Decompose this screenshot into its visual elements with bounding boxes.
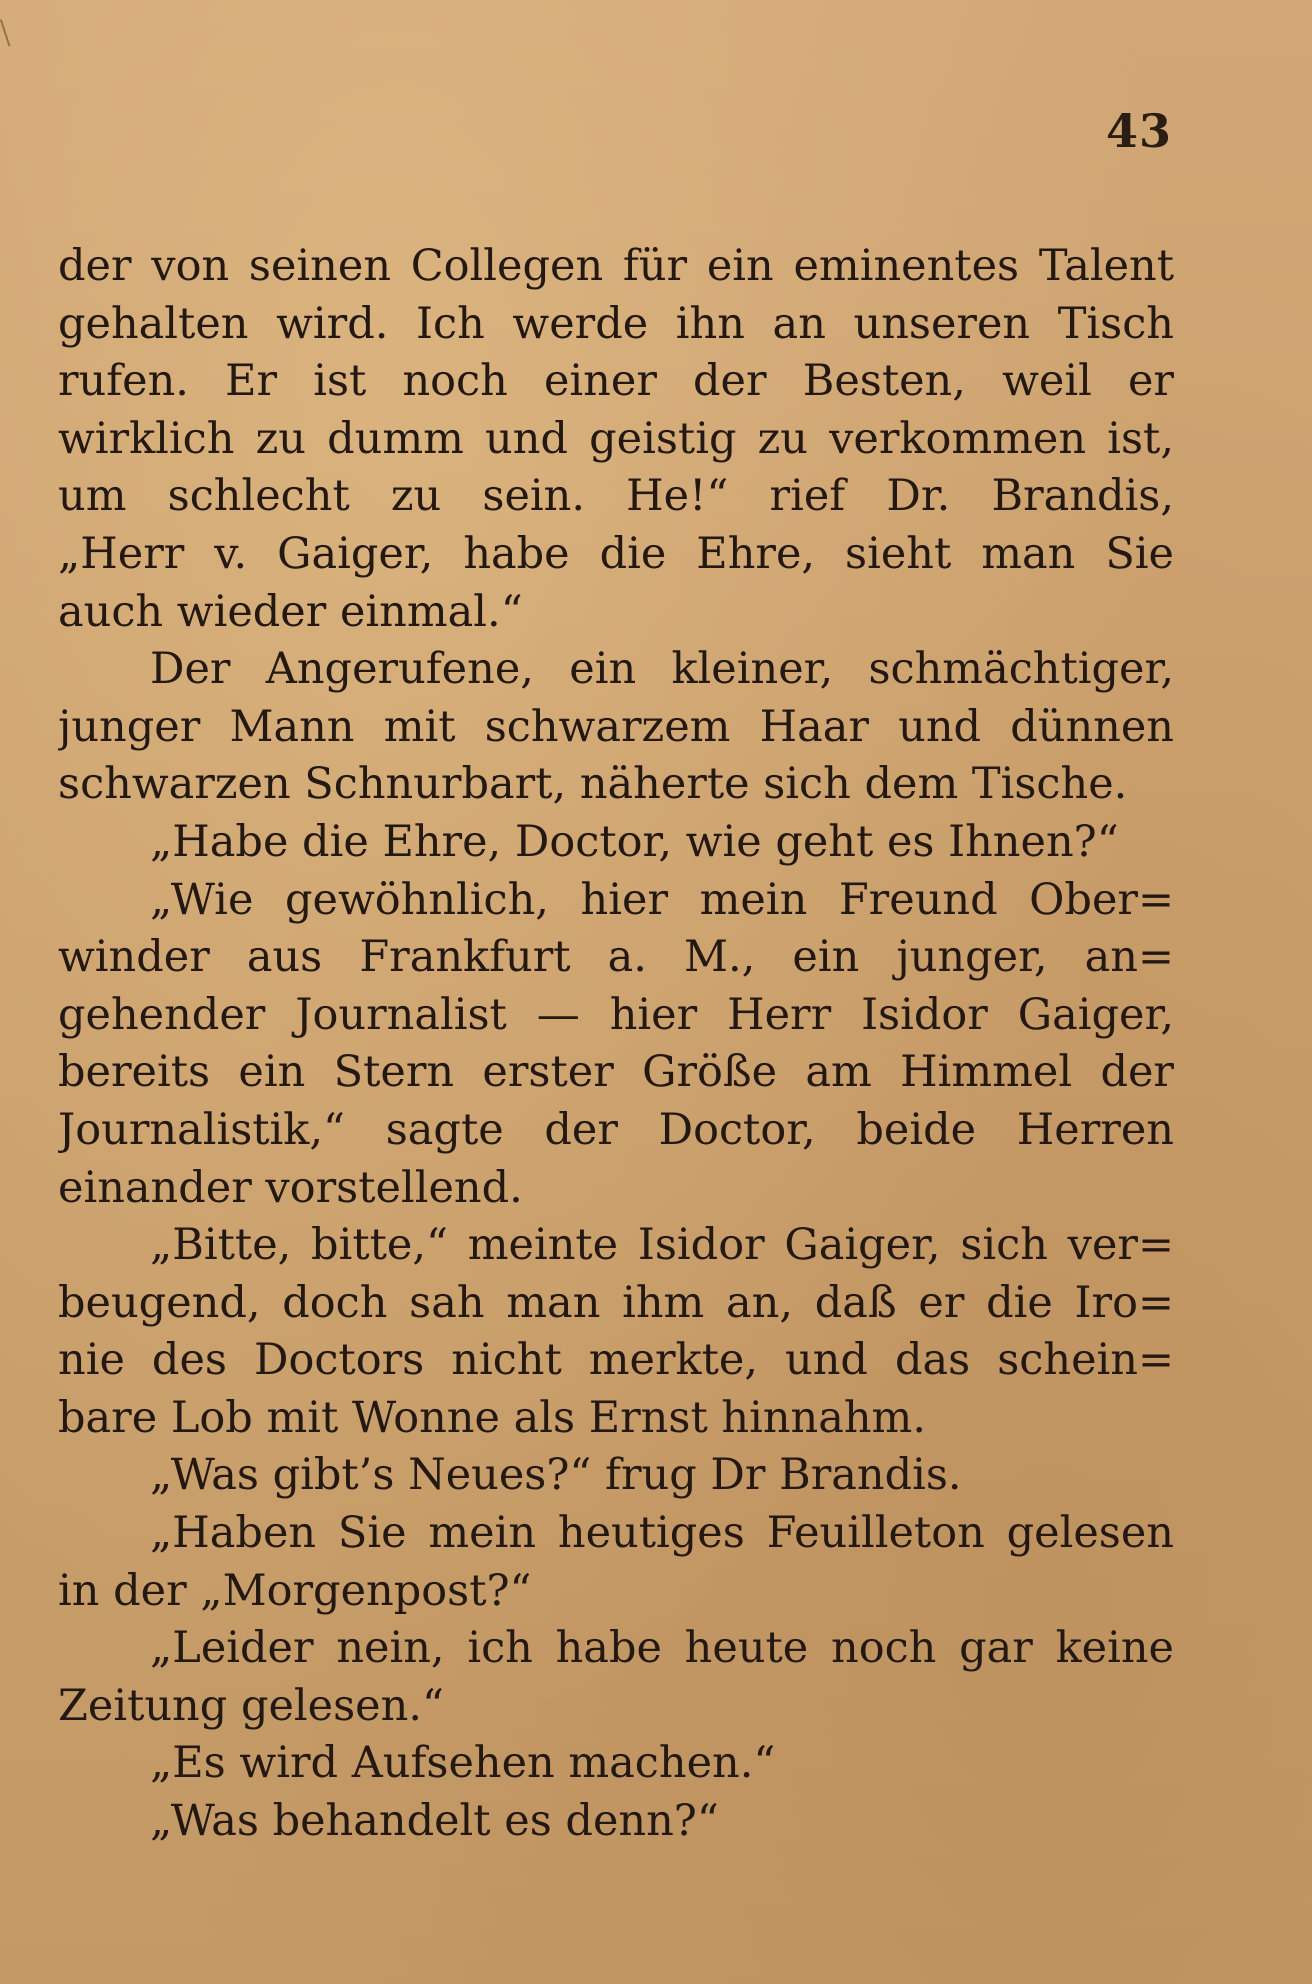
page-edge-mark — [0, 17, 16, 46]
text-line: schwarzen Schnurbart, näherte sich dem Tische. — [58, 759, 1128, 810]
text-line: winder aus Frankfurt a. M., ein junger, an= — [58, 932, 1174, 983]
text-line: um schlecht zu sein. He!“ rief Dr. Brandis, — [58, 471, 1174, 522]
text-line: Journalistik,“ sagte der Doctor, beide Herren — [58, 1104, 1174, 1155]
text-line: „Bitte, bitte,“ meinte Isidor Gaiger, sich ver= — [150, 1220, 1174, 1271]
text-line: „Leider nein, ich habe heute noch gar keine — [150, 1623, 1174, 1674]
text-line: gehender Journalist — hier Herr Isidor Gaiger, — [58, 989, 1174, 1040]
text-line: nie des Doctors nicht merkte, und das schein= — [58, 1335, 1174, 1386]
text-line: bare Lob mit Wonne als Ernst hinnahm. — [58, 1392, 926, 1443]
text-line: auch wieder einmal.“ — [58, 586, 523, 637]
text-line: beugend, doch sah man ihm an, daß er die Iro= — [58, 1277, 1174, 1328]
text-line: „Haben Sie mein heutiges Feuilleton gelesen — [150, 1508, 1174, 1559]
text-line: einander vorstellend. — [58, 1162, 523, 1213]
text-line: der von seinen Collegen für ein eminentes Talent — [58, 241, 1174, 291]
text-line: „Was gibt’s Neues?“ frug Dr Brandis. — [150, 1450, 962, 1501]
text-line: junger Mann mit schwarzem Haar und dünnen — [58, 701, 1174, 752]
text-line: bereits ein Stern erster Größe am Himmel der — [58, 1047, 1174, 1098]
body-text — [58, 238, 1174, 1851]
text-line: Zeitung gelesen.“ — [58, 1680, 444, 1731]
text-line: Der Angerufene, ein kleiner, schmächtiger, — [150, 644, 1174, 695]
text-line: rufen. Er ist noch einer der Besten, weil er — [58, 356, 1174, 407]
text-line: „Es wird Aufsehen machen.“ — [150, 1738, 776, 1789]
text-line: „Habe die Ehre, Doctor, wie geht es Ihnen?“ — [150, 816, 1119, 867]
text-line: „Was behandelt es denn?“ — [150, 1796, 719, 1847]
text-line: „Wie gewöhnlich, hier mein Freund Ober= — [150, 874, 1174, 925]
text-line: „Herr v. Gaiger, habe die Ehre, sieht man Sie — [58, 528, 1174, 579]
text-line: in der „Morgenpost?“ — [58, 1565, 532, 1616]
page-number: 43 — [1105, 104, 1172, 158]
text-line: gehalten wird. Ich werde ihn an unseren Tisch — [58, 298, 1174, 349]
text-line: wirklich zu dumm und geistig zu verkommen ist, — [58, 413, 1174, 464]
